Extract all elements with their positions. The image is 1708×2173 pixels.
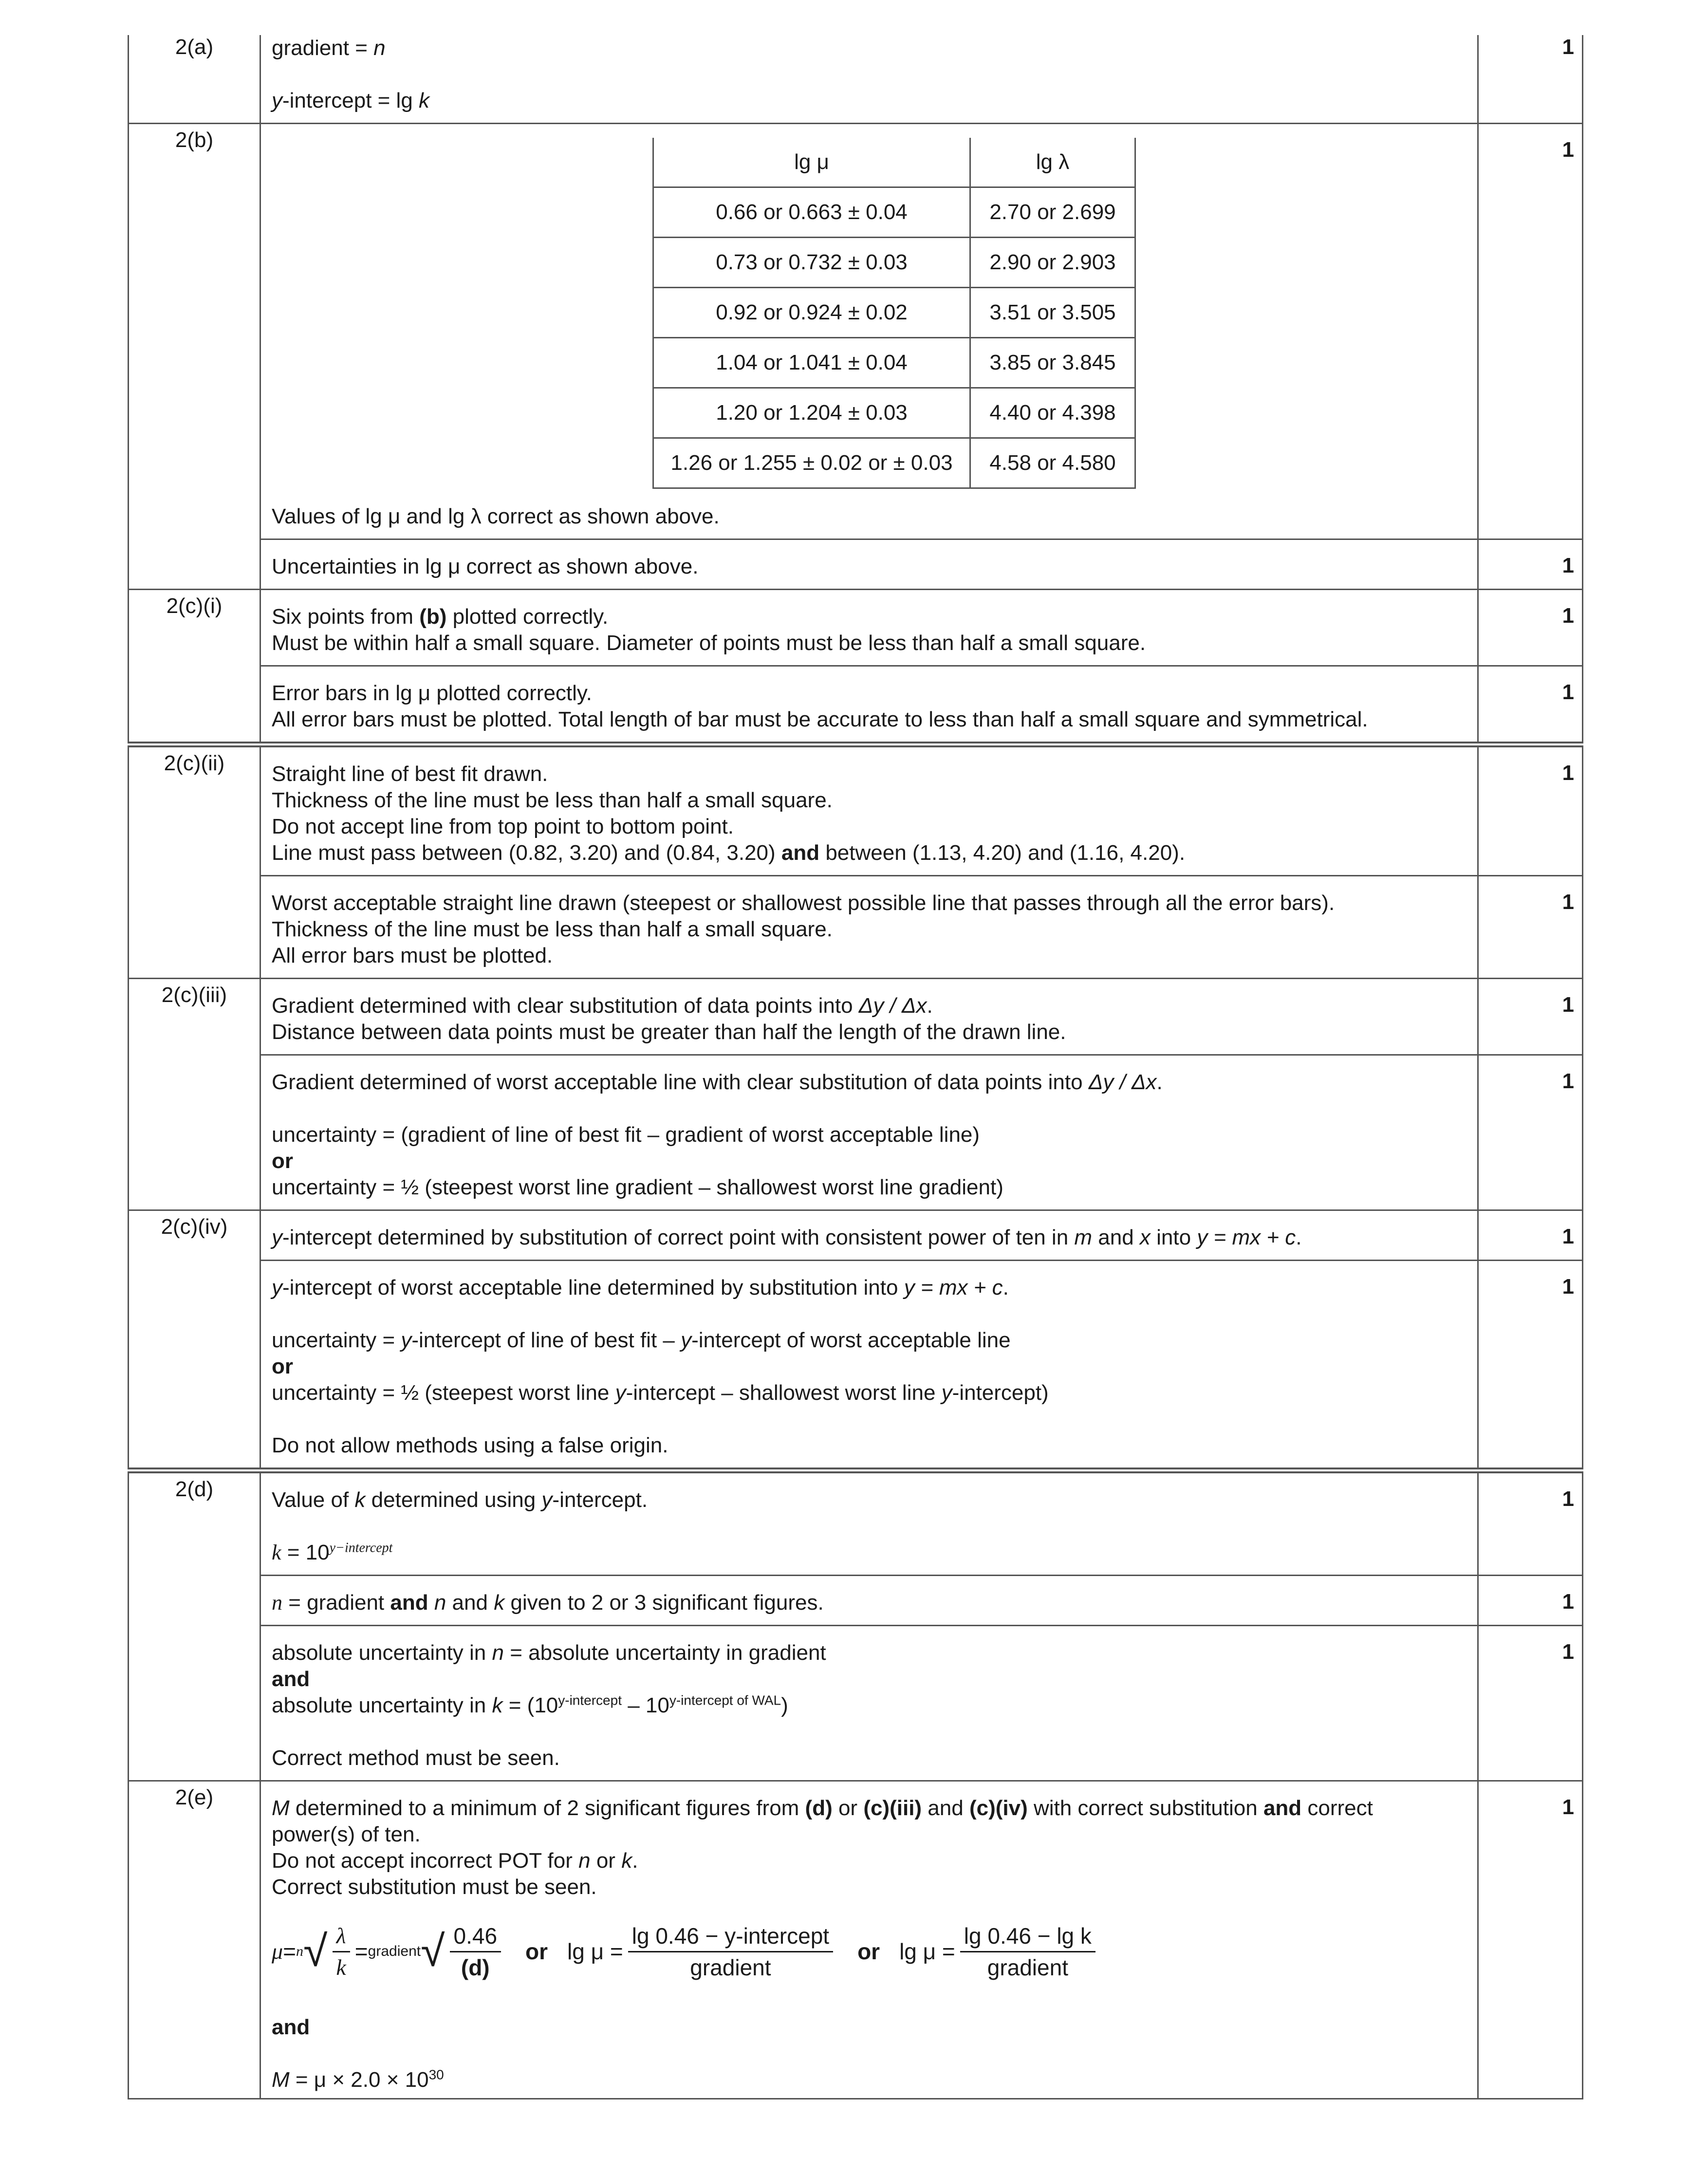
answer-cell: y-intercept determined by substitution of correct point with consistent power of ten in m and x into y = mx + c. <box>260 1210 1478 1261</box>
answer-cell: gradient = n y-intercept = lg k <box>260 35 1478 124</box>
root-symbol: √ <box>421 1927 445 1976</box>
row-2ci-errorbars <box>129 666 1583 745</box>
lg-lambda-cell: 3.85 or 3.845 <box>970 338 1135 388</box>
lg-mu-cell: 1.04 or 1.041 ± 0.04 <box>653 338 970 388</box>
lg-mu-cell: 0.66 or 0.663 ± 0.04 <box>653 187 970 238</box>
question-number: 2(d) <box>129 1470 260 1781</box>
mu-formulas: μ = n √ $\frac{\lambda}{k}$ = gradient √ $\frac{0.46}{(d)}$ or lg μ = $\frac{\text{lg 0.46 − y-intercept}}{\text{gradient}}$ or lg μ = $\frac{\text{lg 0.46 − lg k}}{\text{gradient}}$ <box>272 1915 1467 1988</box>
answer-cell: absolute uncertainty in n = absolute uncertainty in gradient and absolute uncertainty in $k = (10^{y-intercept} - 10^{y-intercept of WAL})$ Correct method must be seen. <box>260 1626 1478 1781</box>
k-formula: $k = 10^{y-intercept}$ <box>272 1540 393 1564</box>
answer-cell: y-intercept of worst acceptable line determined by substitution into y = mx + c. uncertainty = y-intercept of line of best fit – y-intercept of worst acceptable line or uncertainty = ½ (steepest worst line y-intercept – shallowest worst line y-intercept) Do not allow methods using a false origin. <box>260 1261 1478 1471</box>
row-2d-uncertainty <box>129 1626 1583 1781</box>
mark: 1 <box>1478 1781 1583 2099</box>
answer-cell: Uncertainties in lg μ correct as shown above. <box>260 539 1478 590</box>
lg-mu-cell: 1.20 or 1.204 ± 0.03 <box>653 388 970 438</box>
answer-cell: n = gradient and n and k given to 2 or 3 significant figures. <box>260 1576 1478 1626</box>
lg-lambda-cell: 4.40 or 4.398 <box>970 388 1135 438</box>
mark: 1 <box>1478 1210 1583 1261</box>
lg-values-table <box>652 138 1136 489</box>
mark: 1 <box>1478 979 1583 1055</box>
mark: 1 <box>1478 539 1583 590</box>
row-2civ-uncertainty <box>129 1261 1583 1471</box>
answer-cell: Worst acceptable straight line drawn (steepest or shallowest possible line that passes through all the error bars). Thickness of the line must be less than half a small square. All error bars must be plotted. <box>260 876 1478 979</box>
root-symbol: √ <box>303 1927 328 1976</box>
mark: 1 <box>1478 1470 1583 1576</box>
header-lg-lambda: lg λ <box>970 138 1135 187</box>
row-2ci <box>129 590 1583 666</box>
question-number: 2(c)(ii) <box>129 744 260 979</box>
answer-cell: Value of k determined using y-intercept. $k = 10^{y-intercept}$ <box>260 1470 1478 1576</box>
mark: 1 <box>1478 1576 1583 1626</box>
answer-cell: Six points from (b) plotted correctly. Must be within half a small square. Diameter of points must be less than half a small square. <box>260 590 1478 666</box>
answer-cell: Error bars in lg μ plotted correctly. All error bars must be plotted. Total length of bar must be accurate to less than half a small square and symmetrical. <box>260 666 1478 745</box>
lg-mu-cell: 0.92 or 0.924 ± 0.02 <box>653 288 970 338</box>
question-number: 2(b) <box>129 124 260 590</box>
row-2b <box>129 124 1583 539</box>
row-2civ <box>129 1210 1583 1261</box>
row-2ciii-uncertainty <box>129 1055 1583 1210</box>
question-number: 2(c)(iv) <box>129 1210 260 1471</box>
row-2a <box>129 35 1583 124</box>
mark: 1 <box>1478 590 1583 666</box>
question-number: 2(c)(iii) <box>129 979 260 1210</box>
mark: 1 <box>1478 1261 1583 1471</box>
row-2ciii <box>129 979 1583 1055</box>
lg-mu-cell: 1.26 or 1.255 ± 0.02 or ± 0.03 <box>653 438 970 488</box>
header-lg-mu: lg μ <box>653 138 970 187</box>
mark: 1 <box>1478 1055 1583 1210</box>
row-2b-uncertainty <box>129 539 1583 590</box>
row-2cii <box>129 744 1583 876</box>
mark: 1 <box>1478 666 1583 745</box>
mark: 1 <box>1478 124 1583 539</box>
lg-lambda-cell: 4.58 or 4.580 <box>970 438 1135 488</box>
answer-cell <box>260 124 1478 539</box>
note: Values of lg μ and lg λ correct as shown above. <box>272 504 720 528</box>
mark-scheme <box>128 35 1583 2099</box>
mark: 1 <box>1478 876 1583 979</box>
answer-cell: M determined to a minimum of 2 significant figures from (d) or (c)(iii) and (c)(iv) with correct substitution and correct power(s) of ten. Do not accept incorrect POT for n or k. Correct substitution must be seen. μ = n √ $\frac{\lambda}{k}$ = gradient √ $\frac{0.46}{(d)}$ or lg μ = $\frac{\text{lg 0.46 − y-intercept}}{\text{gradient}}$ or lg μ = $\frac{\text{lg 0.46 − lg k}}{\text{gradient}}$ and $M = \mu \times 2.0 \times 10^{30}$ <box>260 1781 1478 2099</box>
mark-scheme-table <box>128 35 1583 2099</box>
answer-cell: Gradient determined with clear substitution of data points into Δy / Δx. Distance between data points must be greater than half the length of the drawn line. <box>260 979 1478 1055</box>
row-2d-n <box>129 1576 1583 1626</box>
lg-lambda-cell: 3.51 or 3.505 <box>970 288 1135 338</box>
mark: 1 <box>1478 35 1583 124</box>
lg-lambda-cell: 2.70 or 2.699 <box>970 187 1135 238</box>
answer-cell: Straight line of best fit drawn. Thickness of the line must be less than half a small square. Do not accept line from top point to bottom point. Line must pass between (0.82, 3.20) and (0.84, 3.20) and between (1.13, 4.20) and (1.16, 4.20). <box>260 744 1478 876</box>
mark: 1 <box>1478 744 1583 876</box>
lg-mu-cell: 0.73 or 0.732 ± 0.03 <box>653 238 970 288</box>
row-2cii-worst-line <box>129 876 1583 979</box>
question-number: 2(e) <box>129 1781 260 2099</box>
lg-lambda-cell: 2.90 or 2.903 <box>970 238 1135 288</box>
mark: 1 <box>1478 1626 1583 1781</box>
answer-cell: Gradient determined of worst acceptable line with clear substitution of data points into Δy / Δx. uncertainty = (gradient of line of best fit – gradient of worst acceptable line) or uncertainty = ½ (steepest worst line gradient – shallowest worst line gradient) <box>260 1055 1478 1210</box>
row-2e <box>129 1781 1583 2099</box>
question-number: 2(a) <box>129 35 260 124</box>
row-2d <box>129 1470 1583 1576</box>
question-number: 2(c)(i) <box>129 590 260 745</box>
